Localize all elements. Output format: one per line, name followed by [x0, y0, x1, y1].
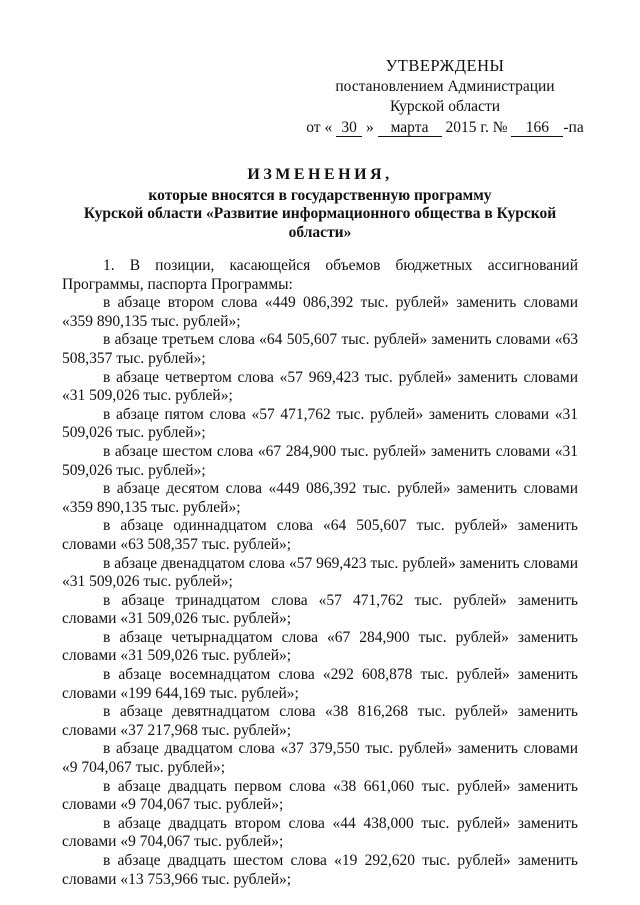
- date-prefix: от «: [306, 118, 333, 136]
- approval-date-line: [300, 118, 590, 139]
- paragraph: в абзаце двадцатом слова «37 379,550 тыс. рублей» заменить словами «9 704,067 тыс. рублей»;: [62, 740, 578, 777]
- paragraph: 1. В позиции, касающейся объемов бюджетных ассигнований Программы, паспорта Программы:: [62, 257, 578, 293]
- paragraph: в абзаце втором слова «449 086,392 тыс. рублей» заменить словами «359 890,135 тыс. рублей»;: [62, 294, 578, 330]
- approval-block: [300, 56, 590, 138]
- approval-region: Курской области: [389, 98, 501, 115]
- paragraph: в абзаце четвертом слова «57 969,423 тыс. рублей» заменить словами «31 509,026 тыс. рублей»;: [62, 368, 578, 405]
- approval-authority: постановлением Администрации: [335, 77, 555, 95]
- date-day: 30: [336, 120, 362, 137]
- paragraph: в абзаце одиннадцатом слова «64 505,607 тыс. рублей» заменить словами «63 508,357 тыс. рублей»;: [62, 517, 578, 553]
- document-body: [62, 257, 578, 889]
- paragraph: в абзаце двадцать шестом слова «19 292,620 тыс. рублей» заменить словами «13 753,966 тыс. рублей»;: [62, 852, 578, 888]
- paragraph: в абзаце девятнадцатом слова «38 816,268 тыс. рублей» заменить словами «37 217,968 тыс. рублей»;: [62, 703, 578, 739]
- approval-heading: УТВЕРЖДЕНЫ: [385, 56, 505, 75]
- document-title: [70, 166, 570, 242]
- title-line-1: которые вносятся в государственную программу: [148, 186, 492, 204]
- paragraph: в абзаце восемнадцатом слова «292 608,878 тыс. рублей» заменить словами «199 644,169 тыс. рублей»;: [62, 666, 578, 702]
- paragraph: в абзаце двадцать первом слова «38 661,060 тыс. рублей» заменить словами «9 704,067 тыс. рублей»;: [62, 777, 578, 814]
- date-year: 2015 г. №: [445, 118, 508, 136]
- paragraph: в абзаце шестом слова «67 284,900 тыс. рублей» заменить словами «31 509,026 тыс. рублей»;: [62, 442, 578, 479]
- paragraph: в абзаце двенадцатом слова «57 969,423 тыс. рублей» заменить словами «31 509,026 тыс. рублей»;: [62, 554, 578, 591]
- paragraph: в абзаце третьем слова «64 505,607 тыс. рублей» заменить словами «63 508,357 тыс. рублей»;: [62, 331, 578, 367]
- date-month: марта: [378, 120, 442, 137]
- resolution-number-suffix: -па: [563, 118, 584, 136]
- paragraph: в абзаце четырнадцатом слова «67 284,900 тыс. рублей» заменить словами «31 509,026 тыс. рублей»;: [62, 628, 578, 665]
- title-line-2: Курской области «Развитие информационного общества в Курской: [83, 205, 557, 222]
- date-mid: »: [365, 118, 374, 136]
- title-heading: ИЗМЕНЕНИЯ,: [247, 166, 393, 183]
- paragraph: в абзаце десятом слова «449 086,392 тыс. рублей» заменить словами «359 890,135 тыс. рублей»;: [62, 480, 578, 516]
- paragraph: в абзаце тринадцатом слова «57 471,762 тыс. рублей» заменить словами «31 509,026 тыс. рублей»;: [62, 591, 578, 628]
- resolution-number: 166: [511, 120, 563, 137]
- title-line-3: области»: [288, 223, 352, 241]
- paragraph: в абзаце пятом слова «57 471,762 тыс. рублей» заменить словами «31 509,026 тыс. рублей»;: [62, 405, 578, 442]
- paragraph: в абзаце двадцать втором слова «44 438,000 тыс. рублей» заменить словами «9 704,067 тыс. рублей»;: [62, 814, 578, 851]
